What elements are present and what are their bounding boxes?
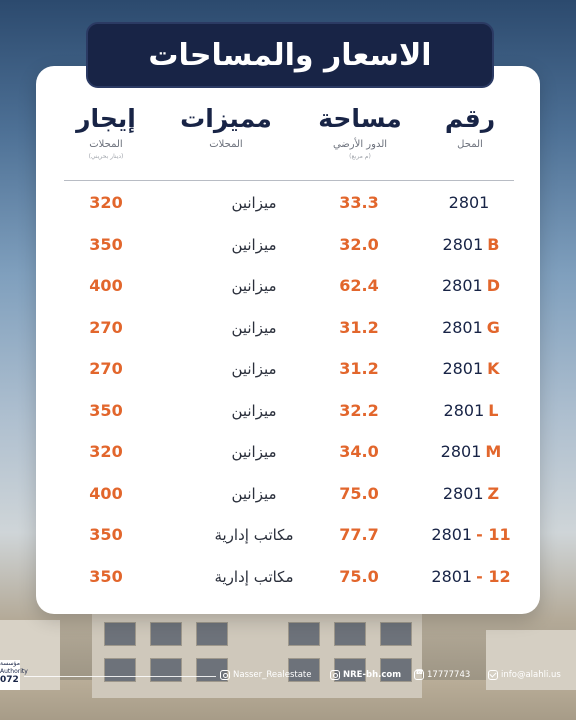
unit-base: 2801	[442, 276, 483, 295]
unit-suffix: - 11	[476, 525, 511, 544]
email-icon	[488, 670, 498, 680]
unit-number	[416, 349, 526, 389]
unit-suffix: D	[486, 276, 500, 295]
title-banner	[86, 22, 494, 88]
header-feature	[166, 104, 286, 152]
rent-value: 270	[89, 359, 123, 378]
unit-number	[416, 266, 526, 306]
feature-value: ميزانين	[231, 277, 277, 295]
header-feature-subtitle: المحلات	[209, 139, 243, 150]
area-value: 32.0	[339, 234, 379, 254]
website-url: NRE-bh.com	[343, 670, 402, 680]
header-area-title: مساحة	[318, 104, 402, 133]
feature-value: ميزانين	[231, 360, 277, 378]
unit-suffix: - 12	[476, 566, 511, 586]
email-address: info@alahli.us	[501, 670, 561, 680]
unit-base: 2801	[442, 359, 484, 378]
footer-phone[interactable]	[414, 667, 470, 683]
area-value: 77.7	[339, 525, 379, 544]
rent-value: 270	[89, 317, 123, 337]
area-value: 75.0	[339, 566, 379, 586]
table-row	[36, 432, 540, 472]
table-row	[36, 266, 540, 306]
rent-value: 350	[89, 234, 123, 254]
unit-suffix: G	[486, 317, 500, 337]
header-rent-subtitle: المحلات	[89, 139, 123, 150]
table-row	[36, 391, 540, 431]
table-row	[36, 474, 540, 514]
table-row	[36, 349, 540, 389]
table-row	[36, 183, 540, 223]
feature-value: ميزانين	[231, 235, 277, 254]
web-icon	[330, 670, 340, 680]
area-value: 32.2	[339, 400, 379, 420]
table-row	[36, 308, 540, 348]
unit-number	[416, 308, 526, 348]
area-value: 31.2	[339, 359, 379, 378]
authority-badge-text: مؤسسة Authority	[0, 660, 28, 675]
feature-value: ميزانين	[231, 194, 277, 212]
area-value: 62.4	[339, 276, 379, 295]
area-value: 75.0	[339, 483, 379, 503]
feature-value: مكاتب إدارية	[214, 526, 294, 544]
rent-value: 350	[89, 566, 123, 586]
unit-suffix: K	[487, 359, 500, 378]
header-unit-title: رقم	[444, 104, 496, 133]
feature-value: مكاتب إدارية	[214, 567, 294, 586]
area-value: 33.3	[339, 193, 379, 212]
feature-value: ميزانين	[231, 443, 277, 461]
rent-value: 320	[89, 442, 123, 461]
unit-number	[416, 391, 526, 431]
page-title: الاسعار والمساحات	[148, 37, 432, 73]
feature-value: ميزانين	[231, 401, 277, 420]
header-area-subtitle: الدور الأرضي	[332, 139, 388, 150]
authority-badge	[0, 660, 28, 690]
header-divider	[64, 180, 514, 181]
rent-value: 400	[89, 483, 123, 503]
unit-base: 2801	[440, 442, 482, 461]
header-unit-subtitle: المحل	[457, 139, 483, 150]
header-rent-title: إيجار	[76, 104, 136, 133]
rent-value: 350	[89, 525, 123, 544]
table-row	[36, 557, 540, 597]
unit-base: 2801	[442, 234, 484, 254]
footer-email[interactable]	[488, 667, 561, 683]
unit-number	[416, 515, 526, 555]
unit-base: 2801	[442, 483, 484, 503]
phone-number: 17777743	[427, 670, 471, 680]
table-row	[36, 515, 540, 555]
feature-value: ميزانين	[231, 484, 277, 503]
authority-badge-number: 072	[0, 675, 19, 685]
unit-number	[416, 225, 526, 265]
unit-base: 2801	[442, 317, 483, 337]
header-area-note: (م مربع)	[349, 153, 371, 160]
area-value: 31.2	[339, 317, 379, 337]
rent-value: 400	[89, 276, 123, 295]
footer-website[interactable]	[330, 667, 401, 683]
header-feature-title: مميزات	[180, 104, 272, 133]
unit-number	[416, 432, 526, 472]
footer-instagram[interactable]	[220, 667, 311, 683]
phone-icon	[414, 670, 424, 680]
unit-number	[416, 557, 526, 597]
unit-suffix: L	[488, 400, 499, 420]
header-unit	[410, 104, 530, 152]
feature-value: ميزانين	[231, 318, 277, 337]
rent-value: 350	[89, 400, 123, 420]
header-rent	[56, 104, 156, 161]
unit-suffix: M	[485, 442, 502, 461]
rent-value: 320	[89, 193, 123, 212]
instagram-icon	[220, 670, 230, 680]
area-value: 34.0	[339, 442, 379, 461]
instagram-handle: Nasser_Realestate	[233, 670, 312, 680]
header-rent-note: (دينار بحريني)	[88, 153, 124, 160]
header-area	[300, 104, 420, 161]
unit-base: 2801	[431, 525, 473, 544]
unit-base: 2801	[431, 566, 473, 586]
unit-base: 2801	[443, 400, 485, 420]
unit-suffix: B	[487, 234, 500, 254]
unit-number	[416, 183, 526, 223]
unit-number	[416, 474, 526, 514]
unit-base: 2801	[448, 193, 490, 212]
unit-suffix: Z	[487, 483, 500, 503]
footer-line	[24, 676, 216, 677]
table-row	[36, 225, 540, 265]
